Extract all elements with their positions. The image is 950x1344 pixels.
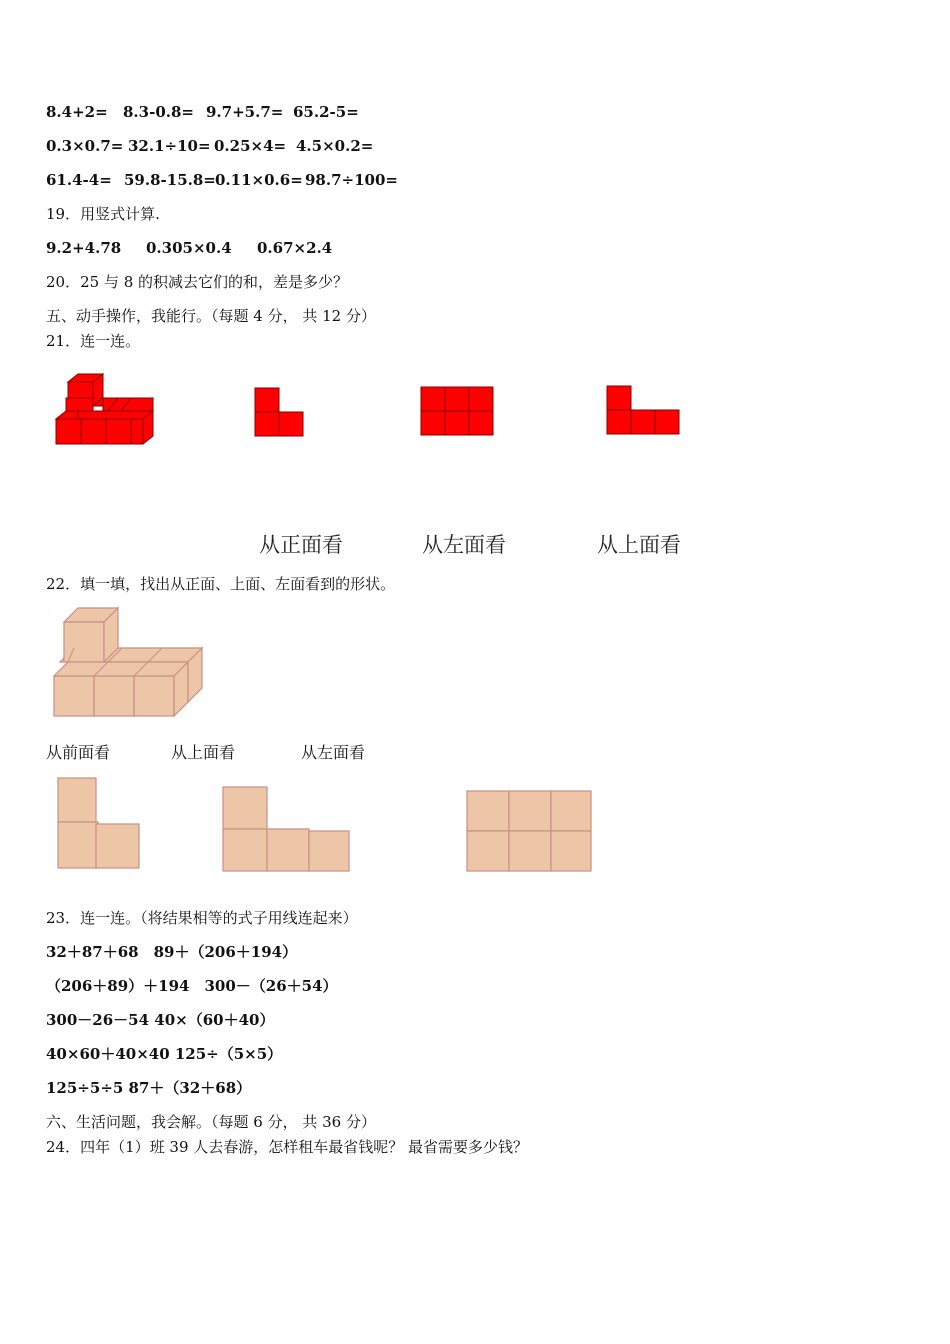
calc-item: 0.25×4= <box>214 137 287 155</box>
red-view-option-a <box>253 386 305 438</box>
question-22-title: 22．填一填，找出从正面、上面、左面看到的形状。 <box>46 575 396 593</box>
matching-row: 125÷5÷5 87＋（32＋68） <box>46 1079 252 1097</box>
label-top-view: 从上面看 <box>171 743 236 762</box>
caption-left-view: 从左面看 <box>422 533 506 557</box>
beige-cube-stack-figure <box>48 606 208 721</box>
label-front-view: 从前面看 <box>46 743 111 762</box>
matching-row: 32＋87＋68 89＋（206＋194） <box>46 943 298 961</box>
caption-front-view: 从正面看 <box>259 533 343 557</box>
beige-view-option-3 <box>465 789 595 873</box>
question-20-title: 20．25 与 8 的积减去它们的和，差是多少？ <box>46 273 349 291</box>
calc-item: 61.4-4= <box>46 171 112 189</box>
beige-view-option-1 <box>55 776 143 870</box>
section-5-title: 五、动手操作，我能行。（每题 4 分， 共 12 分） <box>46 307 376 325</box>
vertical-calc-item: 0.67×2.4 <box>257 239 333 257</box>
matching-row: 300－26－54 40×（60＋40） <box>46 1011 275 1029</box>
section-6-title: 六、生活问题，我会解。（每题 6 分， 共 36 分） <box>46 1113 376 1131</box>
calc-item: 0.11×0.6= <box>215 171 303 189</box>
question-19-title: 19．用竖式计算. <box>46 205 160 223</box>
label-left-view: 从左面看 <box>301 743 366 762</box>
calc-item: 4.5×0.2= <box>296 137 374 155</box>
calc-item: 0.3×0.7= <box>46 137 124 155</box>
question-21-title: 21．连一连。 <box>46 332 141 350</box>
red-cube-stack-figure <box>50 370 155 448</box>
question-23-title: 23．连一连。（将结果相等的式子用线连起来） <box>46 909 358 927</box>
calc-item: 9.7+5.7= <box>206 103 284 121</box>
vertical-calc-item: 0.305×0.4 <box>146 239 232 257</box>
question-24-title: 24．四年（1）班 39 人去春游，怎样租车最省钱呢？ 最省需要多少钱？ <box>46 1138 529 1156</box>
red-view-option-c <box>605 384 681 436</box>
vertical-calc-item: 9.2+4.78 <box>46 239 122 257</box>
caption-top-view: 从上面看 <box>597 533 681 557</box>
red-view-option-b <box>419 385 495 437</box>
calc-item: 65.2-5= <box>293 103 359 121</box>
calc-item: 59.8-15.8= <box>124 171 216 189</box>
calc-item: 8.3-0.8= <box>123 103 194 121</box>
calc-item: 8.4+2= <box>46 103 108 121</box>
matching-row: （206＋89）＋194 300－（26＋54） <box>46 977 338 995</box>
calc-item: 98.7÷100= <box>305 171 398 189</box>
matching-row: 40×60＋40×40 125÷（5×5） <box>46 1045 283 1063</box>
beige-view-option-2 <box>221 785 353 873</box>
calc-item: 32.1÷10= <box>128 137 211 155</box>
